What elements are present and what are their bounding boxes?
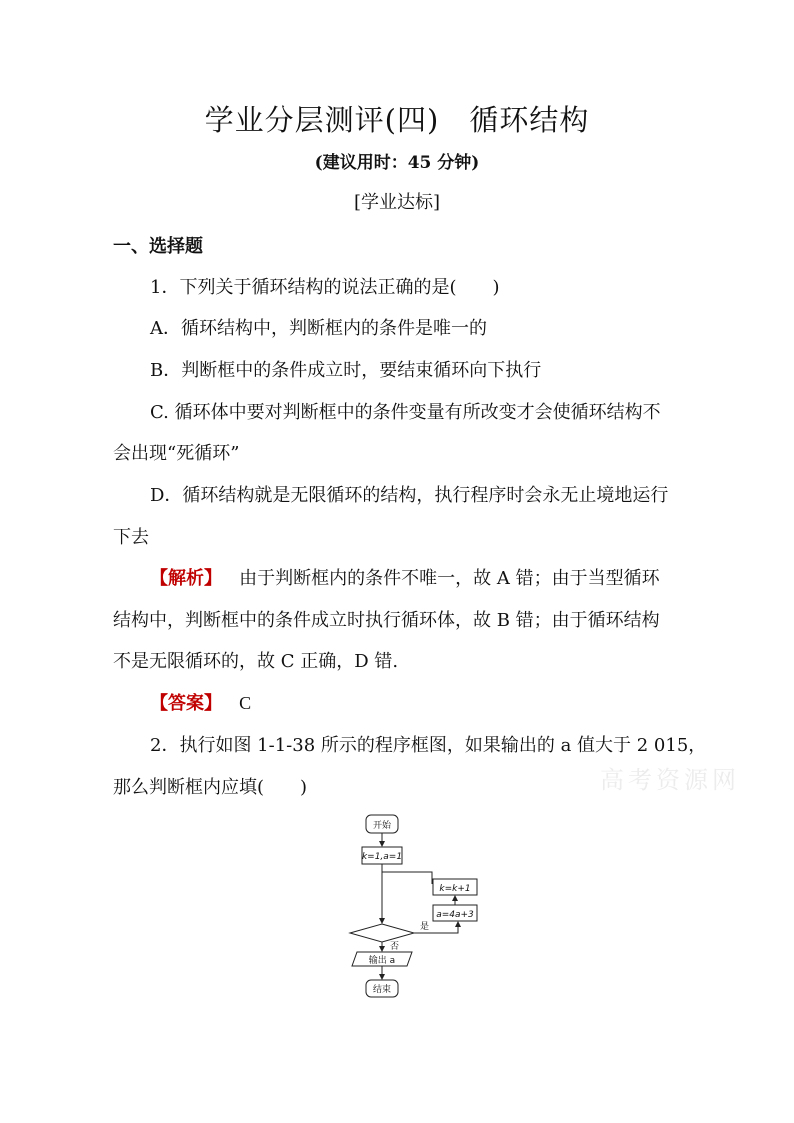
no-label: 否	[390, 942, 400, 952]
answer-label: 【答案】	[150, 693, 222, 714]
program-flowchart	[340, 808, 510, 1003]
decision-diamond	[350, 924, 414, 942]
update-a-label: a=4a+3	[436, 910, 474, 920]
time-suggestion: (建议用时：45 分钟)	[314, 153, 480, 173]
q1-option-c-cont: 会出现“死循环”	[113, 443, 240, 464]
update-k-label: k=k+1	[439, 884, 471, 894]
q1-option-d-cont: 下去	[113, 527, 149, 548]
q2-stem-line2: 那么判断框内应填( )	[113, 777, 308, 798]
q1-option-b: B．判断框中的条件成立时，要结束循环向下执行	[150, 360, 542, 381]
q1-answer	[150, 689, 251, 715]
q1-analysis-line2: 结构中，判断框中的条件成立时执行循环体，故 B 错；由于循环结构	[113, 610, 660, 631]
page-title	[0, 98, 794, 139]
end-label: 结束	[372, 985, 392, 995]
q1-option-d: D．循环结构就是无限循环的结构，执行程序时会永无止境地运行	[150, 485, 669, 506]
part-heading: 一、选择题	[113, 236, 203, 257]
q1-option-c: C. 循环体中要对判断框中的条件变量有所改变才会使循环结构不	[150, 402, 661, 423]
watermark: 高考资源网	[600, 766, 740, 794]
q1-analysis-line3: 不是无限循环的，故 C 正确，D 错.	[113, 651, 399, 672]
yes-label: 是	[420, 922, 430, 932]
q1-analysis-line1	[150, 564, 660, 590]
analysis-label: 【解析】	[150, 568, 222, 589]
q2-stem-line1: 2．执行如图 1-1-38 所示的程序框图，如果输出的 a 值大于 2 015，	[150, 735, 707, 756]
analysis-text: 由于判断框内的条件不唯一，故 A 错；由于当型循环	[239, 568, 660, 589]
q1-option-a: A．循环结构中，判断框内的条件是唯一的	[150, 318, 487, 339]
q1-stem: 1．下列关于循环结构的说法正确的是( )	[150, 277, 500, 298]
section-label: [学业达标]	[353, 192, 441, 213]
output-label: 输出 a	[368, 956, 396, 966]
title-topic: 循环结构	[469, 103, 590, 137]
start-label: 开始	[372, 821, 392, 831]
title-main: 学业分层测评(四)	[204, 103, 440, 137]
init-label: k=1,a=1	[361, 852, 403, 862]
answer-value: C	[239, 693, 252, 713]
